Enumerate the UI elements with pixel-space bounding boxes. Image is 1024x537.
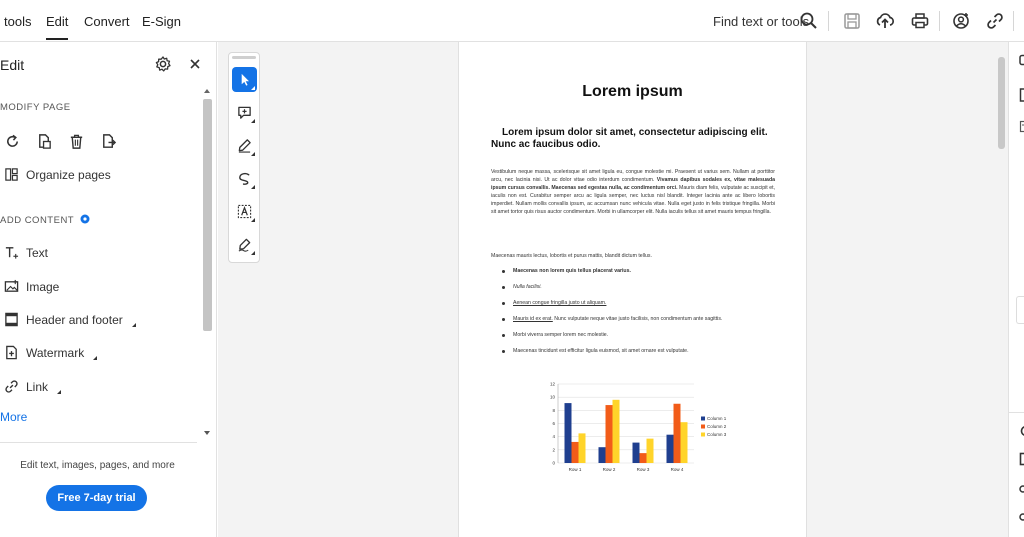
y-tick-label: 6 [552,421,555,426]
y-tick-label: 0 [552,460,555,466]
modify-page-tools [4,133,117,155]
list-item: Nulla facilisi. [502,284,777,292]
share-user-icon[interactable] [951,11,971,31]
page-fit-icon[interactable] [1019,452,1024,466]
promo-text: Edit text, images, pages, and more [20,460,175,471]
extract-page-icon[interactable] [36,133,53,155]
free-trial-button[interactable]: Free 7-day trial [46,485,147,511]
y-tick-label: 4 [552,434,555,440]
legend-swatch [701,417,705,421]
text-box-icon [237,204,252,219]
toolbar-separator [1013,11,1014,31]
watermark-label: Watermark [26,345,85,360]
legend-label: Column 2 [707,424,727,429]
header-footer-item[interactable] [4,312,136,327]
cloud-upload-icon[interactable] [875,11,895,31]
legend-label: Column 1 [707,416,727,421]
signature-icon [237,237,252,252]
x-tick-label: Row 4 [670,467,684,472]
document-page[interactable] [458,42,807,537]
bookmark-panel-icon[interactable] [1019,88,1024,102]
close-icon[interactable] [188,57,202,71]
menu-edit[interactable]: Edit [46,14,69,29]
print-icon[interactable] [910,11,930,31]
comment-panel-icon[interactable] [1019,54,1024,68]
more-link[interactable]: More [0,410,28,424]
document-paragraph-2: Maecenas mauris lectus, lobortis et purus mattis, blandit dictum tellus. [491,253,652,259]
rotate-icon[interactable] [4,133,21,155]
add-image-item[interactable] [4,279,59,294]
link-label: Link [26,379,49,394]
chart-bar [572,442,579,463]
toolbar-grip[interactable] [232,56,256,59]
organize-pages-label: Organize pages [26,167,111,182]
search-icon[interactable] [799,11,819,31]
chart-bar [681,422,688,463]
cursor-icon [237,72,252,87]
document-scroll-thumb[interactable] [998,57,1005,149]
legend-swatch [701,433,705,437]
right-panel-divider [1009,412,1024,413]
image-icon [4,279,19,294]
y-tick-label: 12 [549,381,555,387]
find-text-label[interactable]: Find text or tools [713,14,810,29]
info-icon[interactable] [80,214,90,227]
chart-bar [633,443,640,463]
chart-bar [667,435,674,463]
panel-divider [0,442,197,443]
zoom-out-icon[interactable] [1019,510,1024,524]
chart-bar [565,403,572,463]
panel-title: Edit [0,57,25,73]
add-text-item[interactable] [4,245,48,260]
pages-panel-icon[interactable] [1019,120,1024,134]
document-subtitle: Lorem ipsum dolor sit amet, consectetur adipiscing elit. Nunc ac faucibus odio. [491,127,768,150]
x-tick-label: Row 3 [636,467,650,472]
text-icon [4,245,19,260]
gear-icon[interactable] [154,55,172,73]
comment-icon [237,105,252,120]
quick-tools-toolbar [228,52,260,263]
menu-convert[interactable]: Convert [84,14,130,29]
scroll-down-icon[interactable] [202,429,212,437]
panel-collapse-tab[interactable] [1016,296,1024,324]
list-item: Mauris id ex erat. Nunc vulputate neque vitae justo facilisis, non condimentum ante sagittis. [502,316,777,324]
x-tick-label: Row 1 [568,467,582,472]
sign-tool-button[interactable] [232,232,257,257]
add-content-label: ADD CONTENT [0,215,75,226]
menu-esign[interactable]: E-Sign [142,14,182,29]
modify-page-label: MODIFY PAGE [0,102,71,113]
draw-tool-button[interactable] [232,166,257,191]
delete-icon[interactable] [68,133,85,155]
toolbar-separator [828,11,829,31]
y-tick-label: 2 [552,447,555,453]
organize-pages-item[interactable] [4,167,111,182]
scroll-up-icon[interactable] [202,87,212,95]
save-icon[interactable] [842,11,862,31]
chart-bar [599,447,606,463]
zoom-panel-icon[interactable] [1019,424,1024,438]
document-title: Lorem ipsum [582,83,683,100]
submenu-indicator [132,323,136,327]
watermark-icon [4,345,19,360]
add-text-label: Text [26,245,49,260]
text-box-tool-button[interactable] [232,199,257,224]
document-link[interactable]: Mauris id ex erat. [513,316,553,323]
legend-swatch [701,425,705,429]
top-bar [0,0,1024,42]
highlight-tool-button[interactable] [232,133,257,158]
organize-pages-icon [4,167,19,182]
submenu-indicator [57,390,61,394]
edit-panel [0,42,217,537]
y-tick-label: 10 [549,394,555,400]
watermark-item[interactable] [4,345,97,360]
legend-label: Column 3 [707,432,727,437]
link-item[interactable] [4,379,61,394]
insert-page-icon[interactable] [100,133,117,155]
add-image-label: Image [26,279,60,294]
list-item: Aenean congue fringilla justo ut aliquam. [502,300,777,308]
select-tool-button[interactable] [232,67,257,92]
y-tick-label: 8 [552,407,555,413]
chart-bar [674,404,681,463]
add-comment-button[interactable] [232,100,257,125]
chart-bar [647,439,654,463]
toolbar-separator [939,11,940,31]
chart-bar [606,405,613,463]
header-footer-icon [4,312,19,327]
zoom-in-icon[interactable] [1019,482,1024,496]
panel-scroll-thumb[interactable] [203,99,212,331]
chart-bar [640,453,647,463]
list-item: Maecenas tincidunt est efficitur ligula euismod, sit amet ornare est vulputate. [502,348,777,356]
link-icon[interactable] [985,11,1005,31]
header-footer-label: Header and footer [26,312,123,327]
link-icon [4,379,19,394]
chart-bar [613,400,620,463]
x-tick-label: Row 2 [602,467,616,472]
list-item: Morbi viverra semper lorem nec molestie. [502,332,777,340]
document-paragraph: Vestibulum neque massa, scelerisque sit amet ligula eu, congue molestie mi. Praesent ut varius sem. Nullam at porttitor arcu, nec lacinia nisi. Ut ac dolor vitae odio interdum condimentum. Vivamus dapibus sodales ex, vitae malesuada ipsum cursus convallis. Maecenas sed egestas nulla, ac condimentum orci. Mauris diam felis, vulputate ac suscipit et, iaculis non est. Curabitur semper arcu ac ligula semper, nec luctus nisl blandit. Integer lacinia ante ac libero lobortis imperdiet. Nullam mollis convallis ipsum, ac accumsan nunc vehicula vitae. Nulla eget justo in felis tristique fringilla. Morbi sit amet tortor quis risus auctor condimentum. Morbi in ullamcorper elit. Nulla iaculis tellus sit amet mauris tempus fringilla. [491,169,775,215]
chart-bar [579,433,586,463]
bar-chart [544,380,739,478]
bullet-list [502,268,777,365]
freehand-icon [237,171,252,186]
list-item: Maecenas non lorem quis tellus placerat varius. [502,268,777,276]
add-content-header [0,214,90,227]
pen-icon [237,138,252,153]
menu-tools[interactable]: tools [4,14,32,29]
submenu-indicator [93,356,97,360]
